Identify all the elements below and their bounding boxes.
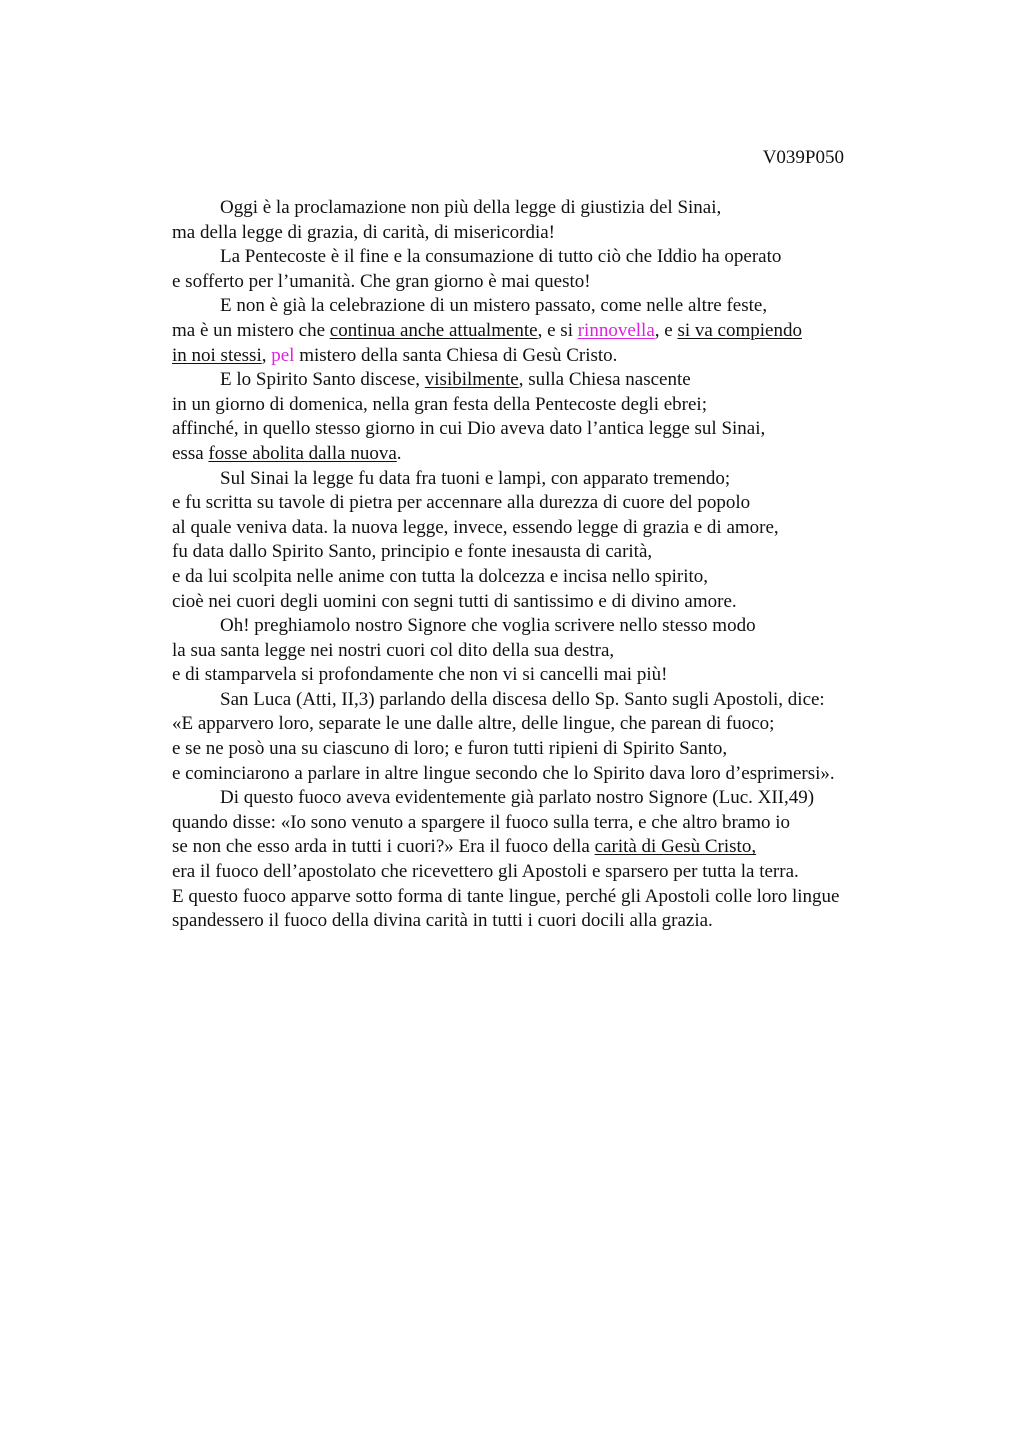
text-segment: Sul Sinai la legge fu data fra tuoni e lampi, con apparato tremendo; (220, 467, 731, 489)
page-id: V039P050 (762, 147, 844, 168)
text-line (172, 221, 932, 246)
text-segment: fu data dallo Spirito Santo, principio e fonte inesausta di carità, (172, 541, 653, 563)
text-segment: ma è un mistero che (172, 319, 330, 341)
text-line (172, 196, 932, 221)
text-segment: la sua santa legge nei nostri cuori col dito della sua destra, (172, 639, 615, 661)
text-line (172, 663, 932, 688)
text-segment: «E apparvero loro, separate le une dalle altre, delle lingue, che parean di fuoco; (172, 713, 775, 735)
text-line (172, 590, 932, 615)
text-segment: Oggi è la proclamazione non più della legge di giustizia del Sinai, (220, 197, 722, 218)
text-line (172, 467, 932, 492)
text-segment: in un giorno di domenica, nella gran festa della Pentecoste degli ebrei; (172, 393, 707, 415)
text-segment: se non che esso arda in tutti i cuori?» Era il fuoco della (172, 836, 595, 858)
text-line (172, 516, 932, 541)
text-line (172, 885, 932, 910)
text-line (172, 294, 932, 319)
text-segment: Oh! preghiamolo nostro Signore che voglia scrivere nello stesso modo (220, 615, 756, 637)
underlined-text: in noi stessi (172, 344, 262, 366)
document-body (172, 196, 932, 934)
text-segment: E questo fuoco apparve sotto forma di tante lingue, perché gli Apostoli colle loro lingue (172, 885, 840, 907)
text-line (172, 688, 932, 713)
text-segment: , sulla Chiesa nascente (518, 369, 691, 391)
text-segment: Di questo fuoco aveva evidentemente già parlato nostro Signore (Luc. XII,49) (220, 787, 815, 809)
text-line (172, 712, 932, 737)
highlighted-text: pel (271, 344, 295, 366)
text-line (172, 737, 932, 762)
text-segment: cioè nei cuori degli uomini con segni tutti di santissimo e di divino amore. (172, 590, 737, 612)
text-line (172, 811, 932, 836)
text-line (172, 786, 932, 811)
text-line (172, 245, 932, 270)
text-segment: . (396, 442, 402, 464)
underlined-highlighted-text: rinnovella (577, 319, 655, 341)
text-segment: e sofferto per l’umanità. Che gran giorno è mai questo! (172, 270, 591, 292)
text-segment: e di stamparvela si profondamente che non vi si cancelli mai più! (172, 664, 668, 686)
text-line (172, 442, 932, 467)
text-segment: San Luca (Atti, II,3) parlando della discesa dello Sp. Santo sugli Apostoli, dice: (220, 688, 825, 710)
text-line (172, 417, 932, 442)
text-segment: mistero della santa Chiesa di Gesù Cristo. (294, 344, 618, 366)
text-segment: quando disse: «Io sono venuto a spargere il fuoco sulla terra, e che altro bramo io (172, 811, 791, 833)
text-segment: , e si (537, 319, 578, 341)
text-segment: ma della legge di grazia, di carità, di misericordia! (172, 221, 555, 243)
text-segment: , e (654, 319, 678, 341)
text-segment: essa (172, 442, 209, 464)
text-segment: e da lui scolpita nelle anime con tutta la dolcezza e incisa nello spirito, (172, 565, 709, 587)
text-line (172, 368, 932, 393)
text-line (172, 614, 932, 639)
text-line (172, 909, 932, 934)
text-segment: La Pentecoste è il fine e la consumazione di tutto ciò che Iddio ha operato (220, 246, 782, 268)
text-line (172, 639, 932, 664)
text-line (172, 270, 932, 295)
underlined-text: visibilmente (424, 369, 519, 391)
text-line (172, 762, 932, 787)
text-segment: E non è già la celebrazione di un mistero passato, come nelle altre feste, (220, 295, 768, 317)
text-line (172, 565, 932, 590)
text-segment: e fu scritta su tavole di pietra per accennare alla durezza di cuore del popolo (172, 492, 751, 514)
text-line (172, 491, 932, 516)
text-segment: al quale veniva data. la nuova legge, invece, essendo legge di grazia e di amore, (172, 516, 779, 538)
text-line (172, 540, 932, 565)
underlined-text: si va compiendo (677, 319, 802, 341)
text-line (172, 393, 932, 418)
text-segment: e se ne posò una su ciascuno di loro; e furon tutti ripieni di Spirito Santo, (172, 738, 728, 760)
text-segment: affinché, in quello stesso giorno in cui Dio aveva dato l’antica legge sul Sinai, (172, 418, 766, 440)
text-segment: , (261, 344, 272, 366)
text-segment: spandessero il fuoco della divina carità in tutti i cuori docili alla grazia. (172, 910, 713, 932)
text-line (172, 344, 932, 369)
text-segment: E lo Spirito Santo discese, (220, 369, 425, 391)
text-line (172, 835, 932, 860)
underlined-text: continua anche attualmente (329, 319, 538, 341)
text-line (172, 860, 932, 885)
text-segment: e cominciarono a parlare in altre lingue secondo che lo Spirito dava loro d’esprimersi». (172, 762, 835, 784)
text-segment: era il fuoco dell’apostolato che ricevettero gli Apostoli e sparsero per tutta la terra. (172, 861, 799, 883)
text-line (172, 319, 932, 344)
underlined-text: fosse abolita dalla nuova (208, 442, 397, 464)
underlined-text: carità di Gesù Cristo, (594, 836, 757, 858)
